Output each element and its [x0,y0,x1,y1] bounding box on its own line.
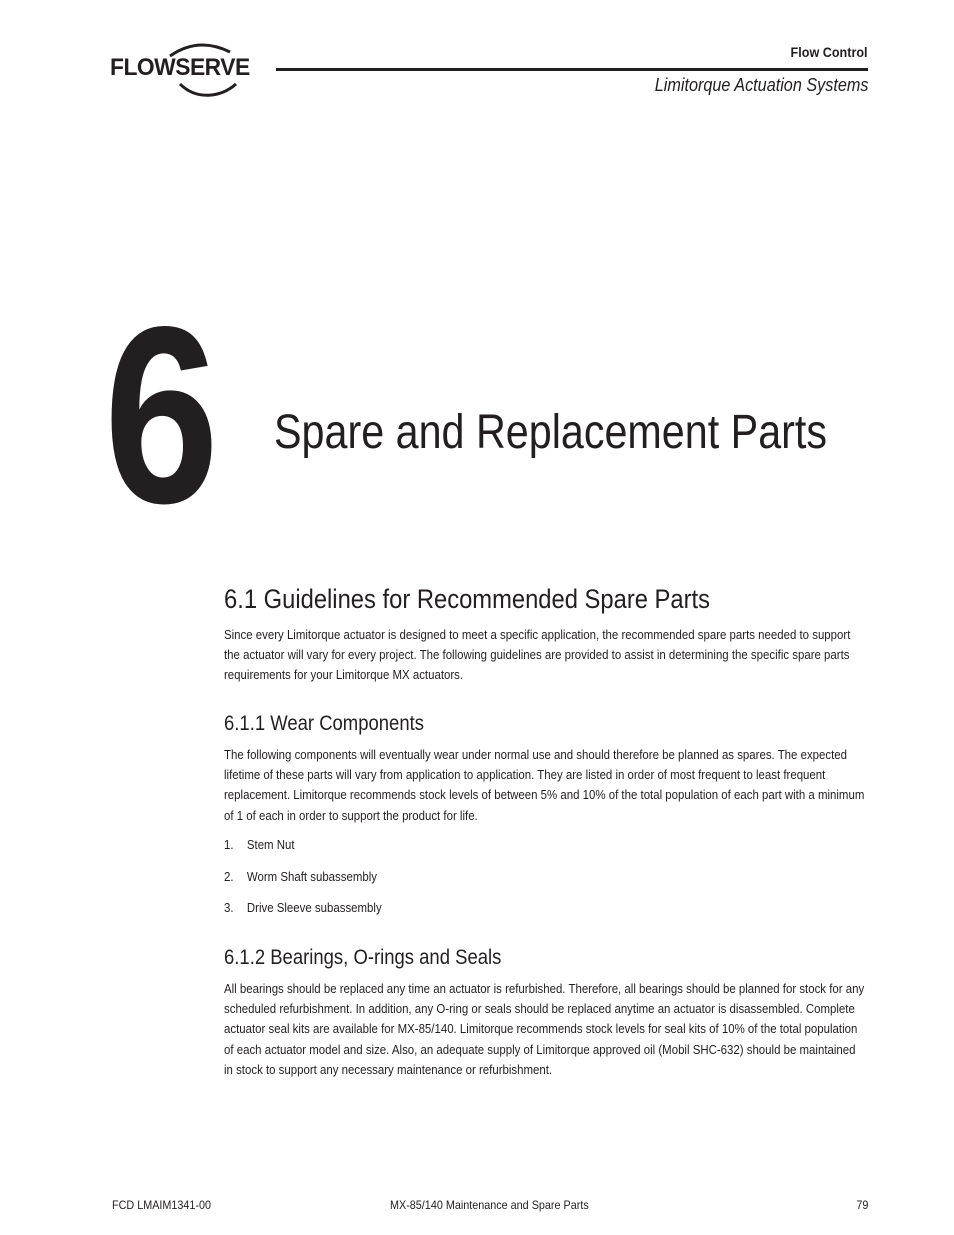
header-subtitle: Limitorque Actuation Systems [654,75,868,95]
logo-wordmark: FLOWSERVE [110,54,250,81]
section-6-1-1-paragraph: The following components will eventually wear under normal use and should therefore be planned as spares. The expected lifetime of these parts will vary from application to application. They are listed in order of most frequent to least frequent replacement. Limitorque recommends stock levels of between 5% and 10% of the total population of each part with a minimum of 1 of each in order to support the product for life. [224,747,865,823]
footer-page-number: 79 [855,1198,868,1212]
list-item [224,900,382,932]
section-6-1-heading: 6.1 Guidelines for Recommended Spare Parts [224,584,711,614]
list-item-text: Worm Shaft subassembly [246,868,378,884]
list-item-number: 2. [224,868,234,884]
section-6-1-2-paragraph: All bearings should be replaced any time an actuator is refurbished. Therefore, all bearings should be planned for stock for any scheduled refurbishment. In addition, any O-ring or seals should be replaced anytime an actuator is disassembled. Complete actuator seal kits are available for MX-85/140. Limitorque recommends stock levels for seal kits of 10% of the total population of each actuator model and size. Also, an adequate supply of Limitorque approved oil (Mobil SHC-632) should be maintained in stock to support any necessary maintenance or refurbishment. [224,981,865,1077]
list-item-number: 1. [224,837,234,852]
list-item-text: Drive Sleeve subassembly [246,900,382,915]
list-item-text: Stem Nut [246,837,295,852]
header-brand: Flow Control [791,44,868,60]
section-6-1-2-heading: 6.1.2 Bearings, O-rings and Seals [224,946,502,969]
chapter-title: Spare and Replacement Parts [274,406,828,459]
header-rule [276,68,868,71]
list-item-number: 3. [224,900,234,915]
flowserve-logo [108,40,268,102]
footer-doc-code: FCD LMAIM1341-00 [112,1198,212,1212]
list-item [224,837,382,869]
section-6-1-paragraph: Since every Limitorque actuator is designed to meet a specific application, the recommended spare parts needed to support the actuator will vary for every project. The following guidelines are provided to assist in determining the specific spare parts requirements for your Limitorque MX actuators. [224,627,851,683]
section-6-1-1-heading: 6.1.1 Wear Components [224,712,424,735]
footer-doc-title: MX-85/140 Maintenance and Spare Parts [390,1198,589,1212]
list-item [224,869,382,901]
chapter-number: 6 [104,275,216,556]
wear-components-list [224,837,403,932]
